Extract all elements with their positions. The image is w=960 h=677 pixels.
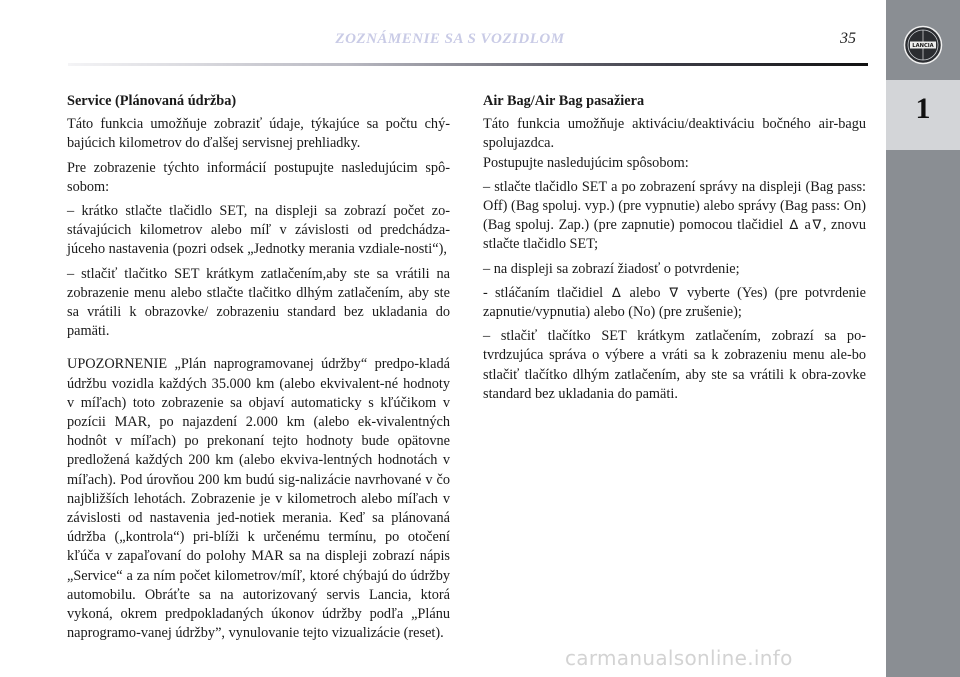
lancia-logo-icon: [903, 25, 943, 65]
svg-text:LANCIA: LANCIA: [912, 43, 934, 50]
left-column: [67, 92, 450, 648]
up-arrow-icon: ∆: [611, 285, 621, 301]
text-span: - stláčaním tlačidiel: [483, 284, 604, 301]
text-span: , znovu stlačte tlačidlo SET;: [483, 217, 866, 253]
header-rule: [68, 63, 868, 66]
text-span: alebo: [629, 284, 661, 301]
paragraph: – krátko stlačte tlačidlo SET, na displeji sa zobrazí počet zo-stávajúcich kilometrov alebo míľ v závislosti od predchádza-júceho nastavenia (pozri odsek „Jednotky merania vzdiale-nosti“),: [67, 203, 450, 258]
paragraph: Postupujte nasledujúcim spôsobom:: [483, 154, 689, 171]
running-header: ZOZNÁMENIE SA S VOZIDLOM: [335, 31, 565, 47]
paragraph: [483, 178, 866, 255]
text-span: – stlačte tlačidlo SET a po zobrazení správy na displeji (Bag pass: Off) (Bag spoluj. vyp.) (pre vypnutie) alebo správy (Bag pass: On) (Bag spoluj. Zap.) (pre zapnutie) pomocou tlačidiel: [483, 178, 866, 234]
text-span: vyberte (Yes) (pre potvrdenie zapnutie/vypnutia) alebo (No) (pre zrušenie);: [483, 284, 867, 321]
paragraph: Táto funkcia umožňuje aktiváciu/deaktiváciu bočného air-bagu spolujazdca.: [483, 116, 866, 152]
down-arrow-icon: ∇: [812, 218, 822, 234]
text-span: a: [804, 217, 811, 234]
watermark: carmanualsonline.info: [565, 646, 793, 670]
paragraph: Táto funkcia umožňuje zobraziť údaje, týkajúce sa počtu chý-bajúcich kilometrov do ďalšej servisnej prehliadky.: [67, 116, 450, 152]
warning-paragraph: UPOZORNENIE „Plán naprogramovanej údržby“ predpo-kladá údržbu vozidla každých 35.000 km (alebo ekvivalent-né hodnoty v míľach) toto zobrazenie sa objaví automaticky s kľúčikom v pozícii MAR, po najazdení 2.000 km (alebo ek-vivalentných hodnôt v míľach) po prekonaní tejto hodnoty bude opätovne predložená každých 200 km (alebo ekviva-lentných hodnotách v míľach). Pod úrovňou 200 km budú sig-nalizácie navrhované v čo najbližších lehotách. Zobrazenie je v kilometroch alebo míľach v závislosti od nastavenia jed-notiek merania. Keď sa plánovaná údržba („kontrola“) pri-blíži k určenému termínu, po otočení kľúča v zapaľovaní do polohy MAR sa na displeji zobrazí nápis „Service“ a za ním počet kilometrov/míľ, ktoré chýbajú do údržby automobilu. Obráťte sa na autorizovaný servis Lancia, ktorá vykoná, okrem predpokladaných úkonov údržby podľa „Plánu naprogramo-vanej údržby”, vynulovanie tejto vizualizácie (reset).: [67, 356, 450, 642]
down-arrow-icon: ∇: [669, 285, 679, 301]
service-heading: Service (Plánovaná údržba): [67, 93, 237, 109]
paragraph: – stlačiť tlačitko SET krátkym zatlačením,aby ste sa vrátili na zobrazenie menu alebo stlačte tlačitko dlhým zatlačením, aby ste sa vrátili k obrazovke/ zobrazeniu standard bez ukladania do pamäti.: [67, 265, 450, 340]
paragraph: – stlačiť tlačítko SET krátkym zatlačením, zobrazí sa po-tvrdzujúca správa o výbere a vráti sa k zobrazeniu menu ale-bo stlačiť tlačítko dlhým zatlačením, aby ste sa vrátili k obra-zovke standard bez ukladania do pamäti.: [483, 328, 866, 402]
chapter-number: 1: [915, 92, 931, 125]
paragraph: – na displeji sa zobrazí žiadosť o potvrdenie;: [483, 260, 740, 277]
right-column: [483, 92, 866, 409]
paragraph: Pre zobrazenie týchto informácií postupujte nasledujúcim spô-sobom:: [67, 159, 450, 195]
airbag-heading: Air Bag/Air Bag pasažiera: [483, 93, 645, 109]
paragraph: [483, 284, 866, 322]
up-arrow-icon: ∆: [789, 218, 799, 234]
page-number: 35: [840, 30, 856, 47]
chapter-sidebar: [886, 0, 960, 677]
